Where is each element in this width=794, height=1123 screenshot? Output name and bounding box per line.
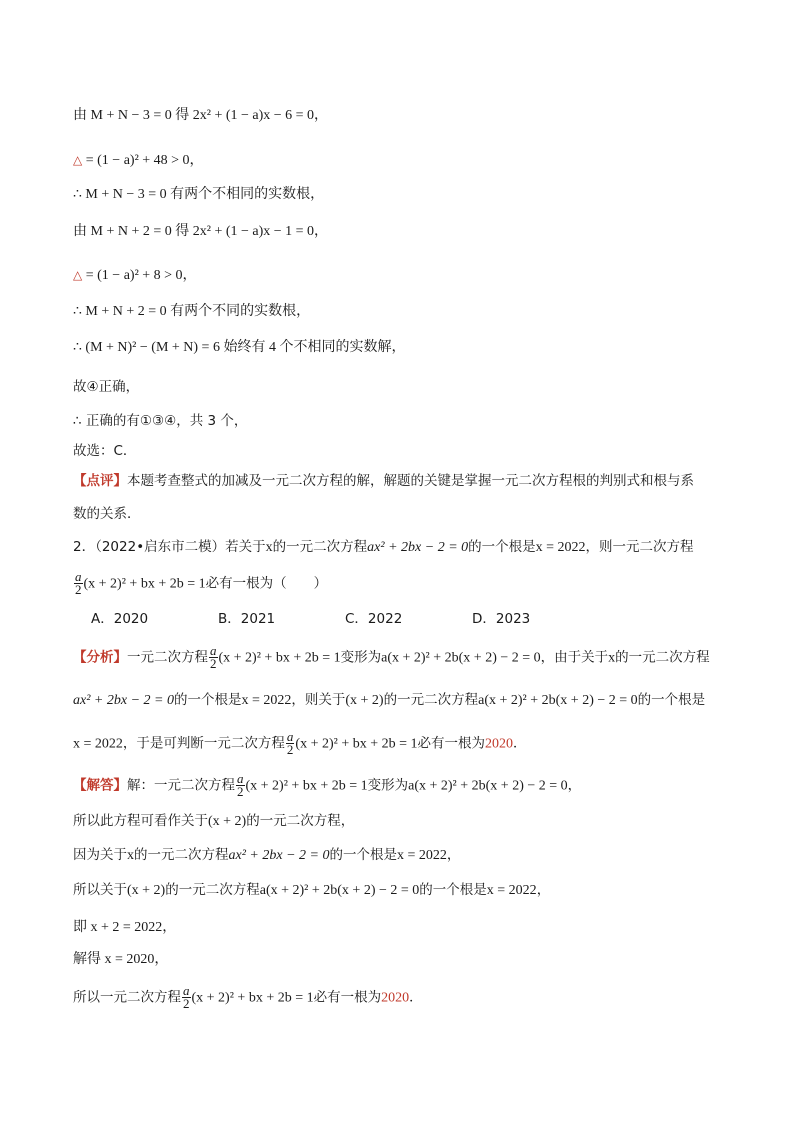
fraction-a-over-2 [236, 773, 245, 798]
question-text: 的一元二次方程 [272, 539, 368, 555]
fraction-numerator: a [210, 643, 217, 658]
question-text: 的一个根是 [468, 539, 536, 555]
equation: a(x + 2)² + 2b(x + 2) − 2 = 0 [408, 778, 568, 794]
delta-symbol: △ [73, 153, 83, 167]
math: (x + 2) [345, 693, 384, 708]
math: x [608, 650, 616, 666]
analysis-label: 【分析】 [73, 649, 127, 666]
solution-text: 因为关于 [73, 847, 127, 863]
line-discriminant-1: △ = (1 − a)² + 48 > 0， [73, 153, 204, 168]
equation: a(x + 2)² + 2b(x + 2) − 2 = 0 [381, 650, 541, 666]
math: x [127, 848, 134, 863]
question-number: 2． [73, 539, 96, 555]
fraction-a-over-2 [286, 731, 295, 756]
solution-text: 的一个根是 [329, 847, 397, 863]
analysis-text: ，则关于 [291, 692, 346, 708]
solution-line-5: 即 x + 2 = 2022， [73, 920, 177, 935]
solution-text: 解：一元二次方程 [127, 777, 235, 794]
math: (x + 2) [208, 814, 247, 829]
solution-text: ． [409, 989, 423, 1006]
comment-text-2: 数的关系． [73, 506, 141, 522]
equation: (x + 2)² + bx + 2b = 1 [191, 990, 314, 1006]
solution-text: 所以一元二次方程 [73, 989, 181, 1006]
equation: (x + 2)² + bx + 2b = 1 [218, 650, 341, 666]
fraction-numerator: a [75, 569, 82, 584]
solution-label: 【解答】 [73, 777, 127, 794]
fraction-denominator: 2 [210, 656, 217, 671]
math: x = 2022 [241, 693, 292, 708]
fraction-a-over-2 [209, 645, 218, 670]
answer-options [91, 609, 599, 629]
equation: a(x + 2)² + 2b(x + 2) − 2 = 0 [259, 883, 420, 898]
equation: (x + 2)² + bx + 2b = 1 [295, 736, 418, 752]
option-c[interactable]: C．2022 [345, 611, 403, 627]
option-b[interactable]: B．2021 [218, 611, 276, 627]
answer-value: 2020 [381, 990, 410, 1006]
analysis-text: 的一个根是 [637, 692, 706, 708]
solution-line-4 [73, 880, 550, 901]
solution-text: 必有一根为 [313, 989, 382, 1006]
math: x = 2022 [396, 848, 447, 863]
equation: (x + 2)² + bx + 2b = 1 [245, 778, 368, 794]
analysis-line-2 [73, 690, 705, 711]
answer-value: 2020 [485, 736, 514, 752]
fraction-numerator: a [237, 771, 244, 786]
delta-symbol: △ [73, 268, 83, 282]
question-text: 若关于 [225, 539, 266, 555]
math: x [265, 540, 273, 555]
fraction-denominator: 2 [75, 582, 82, 597]
comment-text-1: 本题考查整式的加减及一元二次方程的解，解题的关键是掌握一元二次方程根的判别式和根与系 [127, 473, 694, 489]
solution-line-3 [73, 845, 460, 866]
math: x = 2022 [73, 736, 123, 752]
line-four-solutions: ∴ (M + N)² − (M + N) = 6 始终有 4 个不相同的实数解， [73, 340, 406, 355]
line-two-roots-1: ∴ M + N − 3 = 0 有两个不相同的实数根， [73, 187, 325, 202]
question-text: 必有一根为（ ） [205, 575, 328, 592]
question-source: （2022•启东市二模） [95, 539, 226, 555]
analysis-line-1 [73, 645, 710, 670]
analysis-text: 必有一根为 [417, 735, 486, 752]
equation: a(x + 2)² + 2b(x + 2) − 2 = 0 [478, 693, 638, 708]
line-answer-c: 故选：C． [73, 443, 137, 459]
fraction-denominator: 2 [237, 784, 244, 799]
fraction-denominator: 2 [286, 742, 294, 757]
line-discriminant-2: △ = (1 − a)² + 8 > 0， [73, 268, 197, 283]
solution-text: 变形为 [367, 777, 409, 794]
solution-text: 的一元二次方程 [134, 847, 229, 863]
fraction-a-over-2 [182, 985, 191, 1010]
analysis-text: ． [513, 735, 527, 752]
solution-text: 所以关于 [73, 882, 127, 898]
solution-line-7 [73, 985, 423, 1010]
solution-text: 的一元二次方程 [165, 882, 260, 898]
equation: (x + 2)² + bx + 2b = 1 [83, 576, 206, 592]
analysis-text: 的一元二次方程 [383, 692, 479, 708]
math: (x + 2) [127, 883, 166, 898]
comment-label: 【点评】 [73, 473, 127, 489]
option-d[interactable]: D．2023 [472, 611, 531, 627]
analysis-text: ，由于关于 [540, 649, 609, 666]
line-m-n-plus-2: 由 M + N + 2 = 0 得 2x² + (1 − a)x − 1 = 0， [73, 224, 329, 239]
solution-line-2 [73, 811, 354, 832]
line-correct-count: ∴ 正确的有①③④，共 3 个， [73, 413, 248, 429]
fraction-numerator: a [183, 983, 190, 998]
math: x = 2022 [535, 540, 586, 555]
solution-text: ， [536, 882, 551, 898]
fraction-a-over-2 [74, 571, 83, 596]
equation: ax² + 2bx − 2 = 0 [367, 540, 469, 555]
solution-text: 的一元二次方程， [246, 813, 355, 829]
line-two-roots-2: ∴ M + N + 2 = 0 有两个不同的实数根， [73, 304, 311, 319]
question-2-line-1 [73, 537, 694, 558]
analysis-text: ，于是可判断一元二次方程 [122, 735, 285, 752]
analysis-text: 变形为 [340, 649, 382, 666]
analysis-text: 一元二次方程 [127, 649, 208, 666]
fraction-denominator: 2 [183, 996, 190, 1011]
solution-line-1 [73, 773, 581, 798]
option-a[interactable]: A．2020 [91, 611, 149, 627]
line-statement-4-correct: 故④正确， [73, 379, 140, 395]
math: x = 2022 [486, 883, 537, 898]
solution-text: 的一个根是 [419, 882, 487, 898]
solution-text: ， [446, 847, 461, 863]
equation: ax² + 2bx − 2 = 0 [73, 693, 174, 708]
question-2-line-2 [73, 571, 327, 596]
analysis-line-3 [73, 731, 527, 756]
equation: ax² + 2bx − 2 = 0 [228, 848, 330, 863]
question-text: ，则一元二次方程 [585, 539, 694, 555]
solution-text: ， [567, 777, 582, 794]
solution-text: 所以此方程可看作关于 [73, 813, 208, 829]
fraction-numerator: a [286, 729, 294, 744]
comment-line-1 [73, 471, 694, 491]
analysis-text: 的一个根是 [173, 692, 242, 708]
line-m-n-minus-3: 由 M + N − 3 = 0 得 2x² + (1 − a)x − 6 = 0， [73, 108, 329, 123]
solution-line-6: 解得 x = 2020， [73, 952, 169, 967]
analysis-text: 的一元二次方程 [615, 649, 710, 666]
